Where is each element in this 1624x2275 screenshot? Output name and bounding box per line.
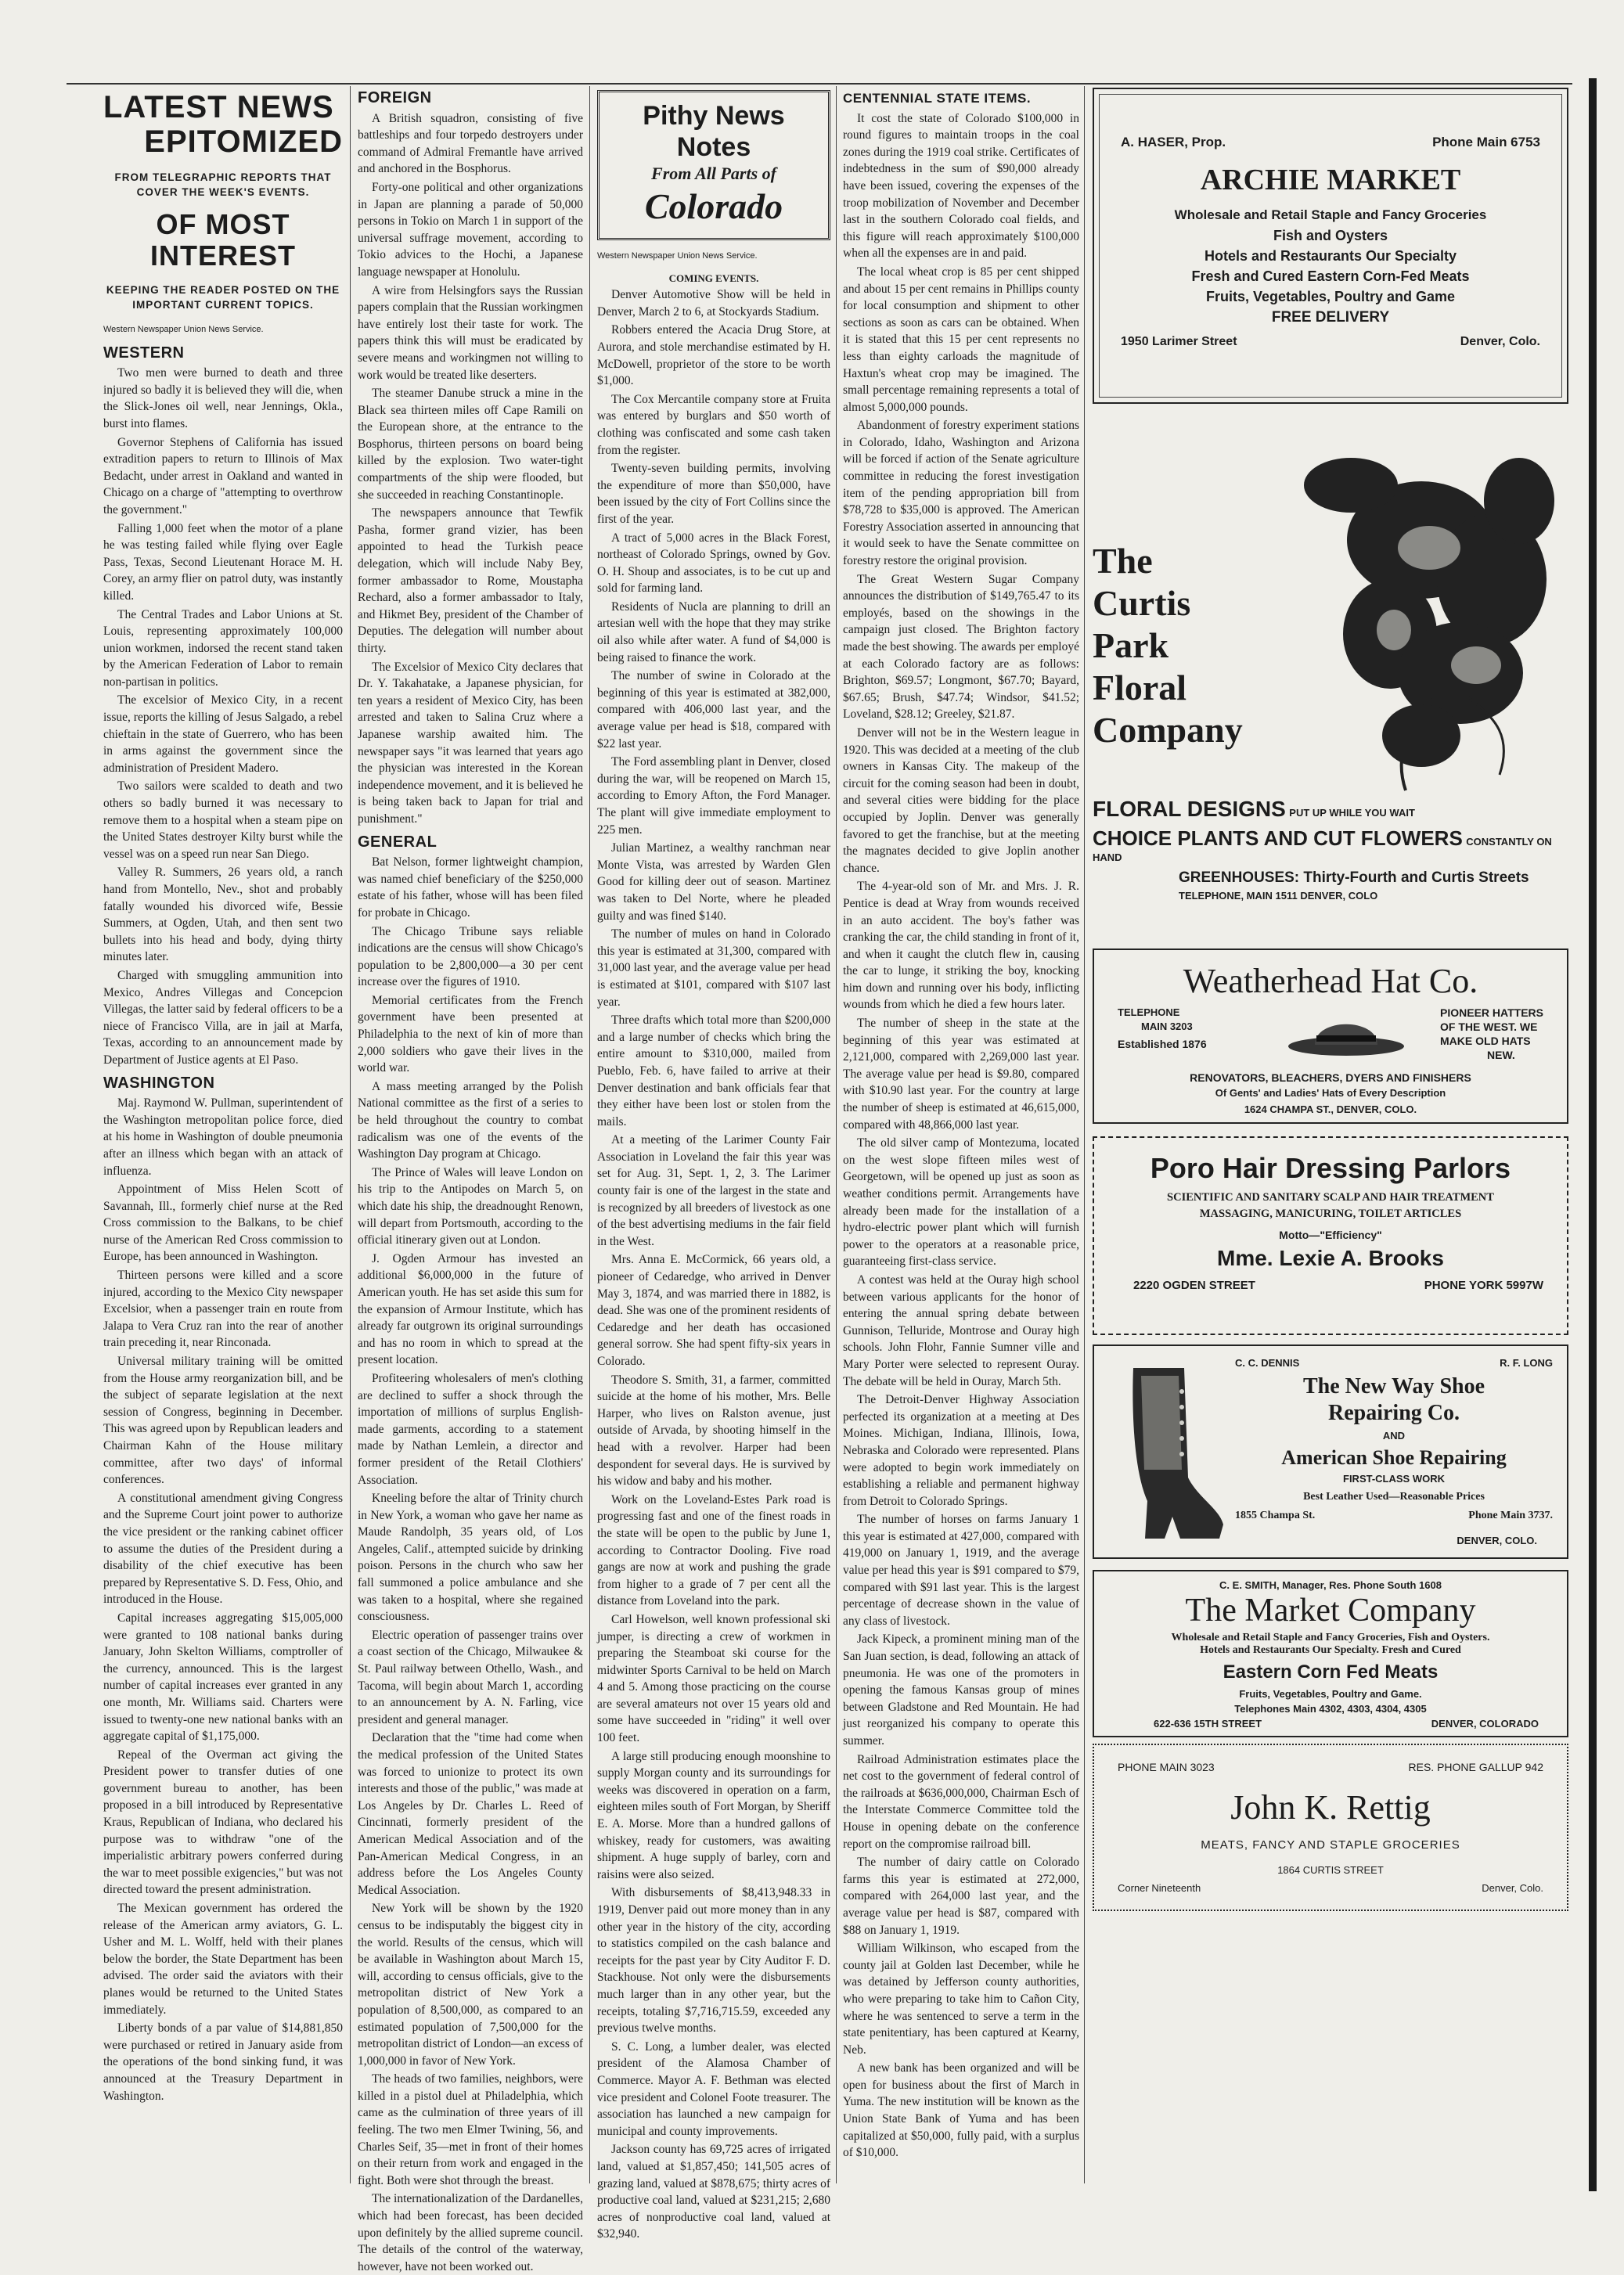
ad-line: FIRST-CLASS WORK xyxy=(1343,1473,1445,1485)
news-item: Maj. Raymond W. Pullman, superintendent of the Washington metropolitan police force, died at his home in Washington of double pneumonia after an illness which began with an attack of influenza. xyxy=(103,1096,343,1178)
news-item: Jackson county has 69,725 acres of irrigated land, valued at $1,857,450; 141,505 acres of grazing land, valued at $878,675; thirty acres of productive coal land, valued at $231,215; 2,680 acres of nonproductive coal land, valued at $32,940. xyxy=(597,2143,830,2241)
news-item: Denver will not be in the Western league in 1920. This was decided at a meeting of the club owners in Kansas City. The makeup of the circuit for the coming season had been in doubt, and several cities were bidding for the place occupied by Joplin. Denver was generally favored to get the franchise, but at the meeting the magnates decided to give Joplin another chance. xyxy=(843,725,1079,875)
news-item: Repeal of the Overman act giving the President power to transfer duties of one government bureau to another, has been proposed in a bill introduced by Representative Kraus, Republican of Indiana, who declared his purpose was to withdraw "one of the imperialistic arbitrary powers conferred during the war to meet possible exigencies," but was not directed toward the present administration. xyxy=(103,1748,343,1897)
page-edge-shadow xyxy=(1589,78,1597,2191)
general-items xyxy=(358,854,583,2275)
ad-manager: C. E. SMITH, Manager, Res. Phone South 1608 xyxy=(1219,1579,1442,1591)
news-item: Forty-one political and other organizations in Japan are planning a parade of 50,000 persons in Tokio on March 1 in support of the universal suffrage movement, according to Tokio advices to the Hochi, a Japanese language newspaper at Honolulu. xyxy=(358,180,583,279)
ad-address: 622-636 15TH STREET xyxy=(1154,1718,1262,1730)
ad-title: The Market Company xyxy=(1185,1593,1476,1629)
news-item: Universal military training will be omitted from the House army reorganization bill, and be the subject of separate legislation at the next session of Congress, beginning in December. This was agreed upon by Republican leaders and Chairman Kahn of the House military committee, after two days' of informal conferences. xyxy=(103,1355,343,1487)
news-item: With disbursements of $8,413,948.33 in 1919, Denver paid out more money than in any other year in the history of the city, according to statistics compiled on the cash balance and receipts for the past year by City Auditor F. D. Stackhouse. Not only were the disbursements much larger than in any other year, but the receipts, totaling $7,716,715.59, exceeded any previous twelve months. xyxy=(597,1886,830,2036)
choice-plants: CHOICE PLANTS AND CUT FLOWERS xyxy=(1093,826,1463,850)
news-item: The steamer Danube struck a mine in the Black sea thirteen miles off Cape Ramili on the European shore, at the entrance to the Bosphorus, thirteen persons on board being killed by the explosion. Two water-tight compartments of the ship were flooded, but she succeeded in reaching Constantinople. xyxy=(358,387,583,502)
dateline: Western Newspaper Union News Service. xyxy=(103,325,264,334)
headline-most-interest: OF MOST INTEREST xyxy=(149,208,296,272)
news-item: Falling 1,000 feet when the motor of a plane he was testing failed while flying over Eagle Pass, Texas, Second Lieutenant Horace M. H. Corey, an army flier on patrol duty, was instantly killed. xyxy=(103,521,343,603)
ad-footer-row xyxy=(1118,1882,1543,1894)
western-items xyxy=(103,365,343,1068)
headline-epitomized: EPITOMIZED xyxy=(144,124,343,159)
news-item: The old silver camp of Montezuma, located on the west slope fifteen miles west of Georgetown, will be opened up just as soon as weather conditions permit. Arrangements have already been made for the installation of a hydro-electric power plant which will furnish power to the operators at a reasonable price, guaranteeing first-class service. xyxy=(843,1136,1079,1269)
news-item: The number of swine in Colorado at the beginning of this year is estimated at 382,000, compared with 406,000 last year, and the average value per head is $18, compared with $22 last year. xyxy=(597,669,830,751)
ad-title: ARCHIE MARKET xyxy=(1200,164,1461,196)
ad-delivery: FREE DELIVERY xyxy=(1271,309,1390,326)
column-rule xyxy=(589,86,590,2183)
ad-city: DENVER, COLORADO xyxy=(1431,1718,1539,1730)
ad-curtis-park-floral xyxy=(1093,430,1565,931)
hat-illustration xyxy=(1284,1006,1409,1060)
dateline: Western Newspaper Union News Service. xyxy=(597,251,758,261)
ad-line: Fruits, Vegetables, Poultry and Game. xyxy=(1239,1688,1422,1700)
washington-items xyxy=(103,1095,343,2104)
hat-row xyxy=(1110,1006,1551,1068)
top-rule xyxy=(67,83,1572,85)
news-item: The excelsior of Mexico City, in a recent issue, reports the killing of Jesus Salgado, a rebel chieftain in the state of Guerrero, who has been in arms against the government since the administration of President Madero. xyxy=(103,693,343,775)
ad-content xyxy=(1118,1761,1543,1894)
ad-address: 1950 Larimer Street xyxy=(1121,335,1237,348)
choice-plants-row xyxy=(1093,826,1565,865)
ad-phone: PHONE MAIN 3023 xyxy=(1118,1761,1215,1773)
coming-events-heading: COMING EVENTS. xyxy=(668,272,759,284)
colorado-items xyxy=(597,322,830,2243)
ad-res-phone: RES. PHONE GALLUP 942 xyxy=(1408,1761,1543,1773)
news-item: The number of horses on farms January 1 this year is estimated at 427,000, compared with 419,000 on January 1, 1919, and the average value per head this year is $91 compared to $79, compared with $91 last year. This is the largest percentage of decrease shown in the value of any class of livestock. xyxy=(843,1513,1079,1628)
news-item: Profiteering wholesalers of men's clothing are declined to suffer a shock through the importation of millions of surplus English-made garments, according to a statement made by Nathan Lemlein, a director and former president of the Retail Clothiers' Association. xyxy=(358,1371,583,1487)
ad-address: 1855 Champa St. xyxy=(1235,1510,1316,1521)
news-item: The Mexican government has ordered the release of the American army aviators, G. L. Usher and M. L. Wolff, held with their planes below the border, the State Department has been advised. The order said the aviators with their planes would be returned to the United States immediately. xyxy=(103,1902,343,2017)
ad-content xyxy=(1121,135,1540,349)
ad-header-row xyxy=(1118,1761,1543,1773)
ad-line: Hotels and Restaurants Our Specialty xyxy=(1204,248,1457,264)
news-item: The Prince of Wales will leave London on his trip to the Antipodes on March 5, on which date his ship, the dreadnought Renown, will depart from Portsmouth, according to the official itinerary given out at London. xyxy=(358,1165,583,1247)
ad-line: Hotels and Restaurants Our Specialty. Fresh and Cured xyxy=(1200,1644,1461,1656)
pithy-news-box xyxy=(597,90,830,240)
ad-new-way-shoe xyxy=(1093,1344,1568,1559)
ad-footer-row xyxy=(1107,1718,1554,1730)
coming-events-text: Denver Automotive Show will be held in Denver, March 2 to 6, at Stockyards Stadium. xyxy=(597,288,830,319)
put-up-while-you-wait: PUT UP WHILE YOU WAIT xyxy=(1289,807,1415,819)
ad-owner: R. F. LONG xyxy=(1500,1357,1553,1369)
news-item: The local wheat crop is 85 per cent shipped and about 15 per cent remains in Phillips county for local consumption and shipment to other sections as soon as cars can be obtained. When it is stated that this 15 per cent represents no less than eighty carloads the magnitude of Haxtun's wheat crop may be imagined. The small percentage remaining represents a total of almost 5,000,000 pounds. xyxy=(843,265,1079,414)
column-latest-news xyxy=(103,90,343,2180)
news-item: Robbers entered the Acacia Drug Store, at Aurora, and stole merchandise estimated by H. McDowell, proprietor of the store to be worth $1,000. xyxy=(597,323,830,388)
floral-designs: FLORAL DESIGNS xyxy=(1093,797,1286,821)
ad-line: Of Gents' and Ladies' Hats of Every Description xyxy=(1215,1087,1446,1099)
news-item: The internationalization of the Dardanelles, which had been forecast, has been decided upon definitely by the allied supreme council. The details of the control of the waterway, however, have not been worked out. xyxy=(358,2192,583,2273)
ad-address: 2220 OGDEN STREET xyxy=(1133,1279,1255,1292)
ad-line: SCIENTIFIC AND SANITARY SCALP AND HAIR TREATMENT xyxy=(1167,1191,1494,1204)
news-item: Kneeling before the altar of Trinity church in New York, a woman who gave her name as Maude Randolph, 35 years old, of Los Angeles, Calif., attempted suicide by drinking poison. Persons in the church who saw her fall summoned a police ambulance and she was taken to a hospital, where she regained consciousness. xyxy=(358,1492,583,1624)
ad-archie-market xyxy=(1093,88,1568,404)
boot-illustration xyxy=(1110,1360,1227,1548)
news-item: The newspapers announce that Tewfik Pasha, former grand vizier, has been appointed to head the Turkish peace delegation, which will include Naby Bey, former ambassador to Rome, Moustapha Rechard, also a former ambassador to Italy, and Hikmet Bey, president of the Chamber of Deputies. The delegation will number about thirty. xyxy=(358,506,583,655)
news-item: The Central Trades and Labor Unions at St. Louis, representing approximately 100,000 union workmen, indorsed the recent stand taken by the American Federation of Labor to remain non-partisan in politics. xyxy=(103,607,343,689)
ad-phone: MAIN 3203 xyxy=(1141,1021,1193,1032)
news-item: S. C. Long, a lumber dealer, was elected president of the Alamosa Chamber of Commerce. Mayor A. F. Bethman was elected vice president and Colonel Foote treasurer. The association has launched a new campaign for municipal and county improvements. xyxy=(597,2039,830,2138)
ad-title: Weatherhead Hat Co. xyxy=(1183,962,1478,1000)
news-item: Charged with smuggling ammunition into Mexico, Andres Villegas and Concepcion Villegas, the latter said by federal officers to be a niece of Francisco Villa, are in jail at Marfa, Texas, according to an announcement made by Department of Justice agents at El Paso. xyxy=(103,968,343,1067)
hat-left-text xyxy=(1118,1006,1207,1051)
floral-details xyxy=(1093,797,1565,902)
ad-market-company xyxy=(1093,1570,1568,1737)
news-item: Twenty-seven building permits, involving the expenditure of more than $50,000, have been issued by the city of Fort Collins since the first of the year. xyxy=(597,462,830,526)
news-item: Mrs. Anna E. McCormick, 66 years old, a pioneer of Cedaredge, who arrived in Denver May 3, 1874, and was married there in 1882, is dead. She was one of the prominent residents of Cedaredge and her death has occasioned general sorrow. She had spent fifty-six years in Colorado. xyxy=(597,1253,830,1368)
ad-line: Fish and Oysters xyxy=(1273,228,1388,243)
ad-line: OF THE WEST. WE xyxy=(1440,1021,1538,1033)
ad-city: Denver, Colo. xyxy=(1482,1882,1543,1894)
subheadline-telegraphic: FROM TELEGRAPHIC REPORTS THAT COVER THE WEEK'S EVENTS. xyxy=(114,171,332,198)
ad-owner: Mme. Lexie A. Brooks xyxy=(1217,1246,1444,1270)
floral-city: DENVER, COLO xyxy=(1300,890,1378,902)
ad-title: The New Way Shoe xyxy=(1302,1374,1485,1398)
column-rule xyxy=(1084,86,1085,2183)
news-item: The Chicago Tribune says reliable indications are the census will show Chicago's population to be 2,800,000—a 30 per cent increase over the figures of 1910. xyxy=(358,924,583,989)
news-item: Thirteen persons were killed and a score injured, according to the Mexico City newspaper Excelsior, when a passenger train en route from Jalapa to Vera Cruz ran into the rear of another train preceding it, near Rinconada. xyxy=(103,1269,343,1350)
column-rule xyxy=(350,86,351,2183)
section-heading-general: GENERAL xyxy=(358,833,438,851)
ad-content xyxy=(1110,1152,1551,1292)
section-heading-washington: WASHINGTON xyxy=(103,1074,215,1092)
ad-footer-row xyxy=(1110,1279,1551,1292)
floral-company-name xyxy=(1093,540,1243,751)
news-item: The number of mules on hand in Colorado this year is estimated at 31,300, compared with 31,000 last year, and the average value per head is estimated at $101, compared with $107 last year. xyxy=(597,927,830,1009)
ad-john-rettig xyxy=(1093,1744,1568,1911)
ad-line: Best Leather Used—Reasonable Prices xyxy=(1303,1491,1485,1503)
news-item: J. Ogden Armour has invested an additional $6,000,000 in the future of American youth. He has set aside this sum for the expansion of Armour Institute, which has already far outgrown its original surroundings and has no room in which to spread at the present location. xyxy=(358,1251,583,1367)
news-item: The Great Western Sugar Company announces the distribution of $149,765.47 to its employés, based on the showings in the campaign just closed. The Brighton factory made the best showing. The awards per employé at each Colorado factory are as follows: Brighton, $69.57; Longmont, $67.70; Bayard, $67.65; Brush, $47.74; Windsor, $41.52; Loveland, $28.12; Greeley, $21.87. xyxy=(843,572,1079,722)
ad-title: Poro Hair Dressing Parlors xyxy=(1150,1152,1511,1184)
greenhouses: GREENHOUSES: Thirty-Fourth and Curtis Streets xyxy=(1179,869,1529,886)
hat-right-text xyxy=(1440,1006,1543,1062)
ad-footer-row xyxy=(1121,335,1540,349)
ad-header-row xyxy=(1121,135,1540,150)
telephone-row xyxy=(1093,890,1565,902)
ad-line: MASSAGING, MANICURING, TOILET ARTICLES xyxy=(1199,1208,1462,1220)
news-item: Abandonment of forestry experiment stations in Colorado, Idaho, Washington and Arizona will be forced if action of the Senate agriculture committee in reducing the forest investigation item of the pending appropriation bill from $78,728 to $35,000 is approved. The American Forestry Association asserted in announcing that it would seek to have the Senate committee on forestry restore the original provision. xyxy=(843,419,1079,568)
ad-line: Fruits, Vegetables, Poultry and Game xyxy=(1205,289,1456,304)
headline-latest-news: LATEST NEWS xyxy=(103,90,334,124)
ad-owner: C. C. DENNIS xyxy=(1235,1357,1300,1369)
ad-city: Denver, Colo. xyxy=(1460,335,1540,348)
news-item: Two sailors were scalded to death and two others so badly burned it was necessary to remove them to a hospital when a steam pipe on the United States destroyer Kilty burst while the vessel was on a speed run near San Diego. xyxy=(103,779,343,861)
news-item: Bat Nelson, former lightweight champion, was named chief beneficiary of the $250,000 estate of his father, whose will has been filed for probate in Chicago. xyxy=(358,855,583,920)
ad-phone: PHONE YORK 5997W xyxy=(1424,1279,1543,1292)
ad-line: RENOVATORS, BLEACHERS, DYERS AND FINISHERS xyxy=(1190,1071,1471,1084)
news-item: Railroad Administration estimates place the net cost to the government of federal control of the railroads at $636,000,000, Chairman Esch of the Interstate Commerce Committee told the House in opening debate on the conference report on the compromise railroad bill. xyxy=(843,1752,1079,1851)
news-item: Capital increases aggregating $15,005,000 were granted to 108 national banks during January, John Skelton Williams, comptroller of the currency, announced. This is the largest number of capital increases ever granted in any one month, Mr. Williams said. Charters were issued to twenty-one new national banks with an aggregate capital of $1,175,000. xyxy=(103,1611,343,1744)
ad-city: DENVER, COLO. xyxy=(1457,1535,1537,1546)
ad-header-row xyxy=(1235,1357,1553,1369)
ad-motto: Motto—"Efficiency" xyxy=(1279,1229,1382,1241)
ad-content xyxy=(1110,961,1551,1115)
news-item: Jack Kipeck, a prominent mining man of the San Juan section, is dead, following an attack of pneumonia. He was one of the promoters in opening the famous Kansas group of mines between Gladstone and Red Mountain. He had just reorganized his company to operate this summer. xyxy=(843,1632,1079,1748)
ad-line: NEW. xyxy=(1487,1049,1515,1061)
ad-phone: Phone Main 6753 xyxy=(1432,135,1540,149)
news-item: Electric operation of passenger trains over a coast section of the Chicago, Milwaukee & St. Paul railway between Othello, Wash., and Tacoma, will begin about March 1, according to an announcement by A. N. Farling, vice president and general manager. xyxy=(358,1628,583,1726)
foreign-items xyxy=(358,110,583,828)
news-item: The number of dairy cattle on Colorado farms this year is estimated at 272,000, compared with 264,000 last year, and the average value per head is $87, compared with $88 on January 1, 1919. xyxy=(843,1856,1079,1937)
ad-phones: Telephones Main 4302, 4303, 4304, 4305 xyxy=(1234,1703,1427,1715)
news-item: A constitutional amendment giving Congress and the Supreme Court joint power to authorize the vice president or the ranking cabinet officer to assume the duties of the President during a disability of the chief executive has been prepared by Representative S. D. Fess, Ohio, and introduced in the House. xyxy=(103,1491,343,1607)
name-word: Company xyxy=(1093,710,1243,750)
news-item: Two men were burned to death and three injured so badly it is believed they will die, when the Slick-Jones oil well, near Jennings, Okla., burst into flames. xyxy=(103,366,343,430)
news-item: A wire from Helsingfors says the Russian papers complain that the Russian workingmen have entirely lost their taste for work. The papers think this will must be eradicated by severe means and workingmen not willing to work would be treated like deserters. xyxy=(358,283,583,382)
pithy-colorado: Colorado xyxy=(644,186,783,226)
ad-telephone-label: TELEPHONE xyxy=(1118,1006,1180,1018)
name-word: Park xyxy=(1093,625,1169,665)
floral-designs-row xyxy=(1093,797,1565,822)
news-item: A new bank has been organized and will be open for business about the first of March in Yuma. The new institution will be known as the Union State Bank of Yuma and has been capitalized at $50,000, fully paid, with a surplus of $10,000. xyxy=(843,2061,1079,2160)
news-item: The Detroit-Denver Highway Association perfected its organization at a meeting at Des Moines. Michigan, Indiana, Illinois, Iowa, Nebraska and Colorado were represented. Plans were adopted to begin work immediately on establishing a reliable and permanent highway from Detroit to Colorado Springs. xyxy=(843,1393,1079,1508)
pithy-title: Pithy News Notes xyxy=(643,101,785,162)
news-item: New York will be shown by the 1920 census to be indisputably the biggest city in the world. Results of the census, which will be available in Washington about March 15, will, according to census officials, give to the metropolitan district of New York a population of 8,500,000, as compared to an estimated population of 7,500,000 for the metropolitan district of London—an excess of 1,000,000 in favor of New York. xyxy=(358,1902,583,2068)
ad-meats: Eastern Corn Fed Meats xyxy=(1223,1661,1439,1683)
ad-and: AND xyxy=(1382,1430,1406,1442)
ad-title: Repairing Co. xyxy=(1328,1401,1460,1425)
column-foreign-general xyxy=(358,89,583,2273)
ad-line: Wholesale and Retail Staple and Fancy Groceries, Fish and Oysters. xyxy=(1171,1632,1490,1643)
section-heading-western: WESTERN xyxy=(103,344,185,362)
ad-address: 1624 CHAMPA ST., DENVER, COLO. xyxy=(1244,1103,1417,1115)
news-item: A contest was held at the Ouray high school between various applicants for the honor of entering the annual spring debate between Gunnison, Telluride, Montrose and Ouray high schools. John Flohr, Fannie Sumner ville and Mary Porter were selected to represent Ouray. The debate will be held in Ouray, March 5th. xyxy=(843,1272,1079,1388)
news-item: A British squadron, consisting of five battleships and four torpedo destroyers under command of Admiral Fremantle have arrived and anchored in the Bosphorus. xyxy=(358,111,583,176)
pithy-subtitle: From All Parts of xyxy=(651,164,776,183)
ad-line: PIONEER HATTERS xyxy=(1440,1006,1543,1019)
news-item: Three drafts which total more than $200,000 and a large number of checks which bring the entire amount to $310,000, mailed from Pueblo, Feb. 6, have failed to arrive at their Denver destination and bank officials fear that they either have been lost or stolen from the mails. xyxy=(597,1013,830,1129)
ad-phone: Phone Main 3737. xyxy=(1468,1510,1553,1521)
ad-line: MEATS, FANCY AND STAPLE GROCERIES xyxy=(1201,1838,1460,1852)
name-word: Floral xyxy=(1093,668,1187,707)
ad-weatherhead-hat xyxy=(1093,949,1568,1124)
news-item: Declaration that the "time had come when the medical profession of the United States was forced to unionize to protect its own interests and those of the public," was made at Los Angeles by Dr. Charles L. Reed of Cincinnati, formerly president of the American Medical Association and of the Pan-American Medical Congress, in an address before the Los Angeles County Medical Association. xyxy=(358,1731,583,1897)
news-item: A tract of 5,000 acres in the Black Forest, northeast of Colorado Springs, owned by Gov. O. H. Shoup and associates, is to be cut up and sold for farming land. xyxy=(597,531,830,596)
news-item: The Cox Mercantile company store at Fruita was entered by burglars and $50 worth of clothing was confiscated and some cash taken from the register. xyxy=(597,392,830,457)
name-word: Curtis xyxy=(1093,583,1191,623)
news-item: Julian Martinez, a wealthy ranchman near Monte Vista, was arrested by Warden Glen Good for killing deer out of season. Martinez was taken to Del Norte, where he pleaded guilty and was fined $140. xyxy=(597,841,830,923)
ad-title: John K. Rettig xyxy=(1230,1788,1431,1827)
ad-title: American Shoe Repairing xyxy=(1281,1446,1507,1469)
news-item: Liberty bonds of a par value of $14,881,850 were purchased or retired in January aside from the operations of the bond sinking fund, it was announced at the Treasury Department in Washington. xyxy=(103,2021,343,2103)
news-item: The number of sheep in the state at the beginning of this year was estimated at 2,121,000, compared with 2,269,000 last year. The average value per head is $9.80, compared with $10.90 last year. For the country at large the number of sheep is estimated at 46,615,000, compared with 48,866,000 last year. xyxy=(843,1017,1079,1132)
news-item: Valley R. Summers, 26 years old, a ranch hand from Montello, Nev., shot and probably fatally wounded his divorced wife, Bessie Summers, at Ogden, Utah, and then sent two bullets into his head and body, dying thirty minutes later. xyxy=(103,866,343,964)
news-item: Residents of Nucla are planning to drill an artesian well with the hope that they may strike oil also while after water. A fund of $4,000 is being raised to finance the work. xyxy=(597,599,830,664)
news-item: The heads of two families, neighbors, were killed in a pistol duel at Philadelphia, which came as the culmination of three years of ill feeling. The two men Elmer Twining, 56, and Charles Seif, 35—met in front of their homes on their return from work and engaged in the fight. Both were shot through the breast. xyxy=(358,2072,583,2187)
news-item: William Wilkinson, who escaped from the county jail at Golden last December, while he was detained by Jefferson county authorities, who were preparing to take him to Cañon City, where he was sentenced to serve a term in the state penitentiary, has been captured at Kearny, Neb. xyxy=(843,1942,1079,2057)
ad-address: 1864 CURTIS STREET xyxy=(1277,1864,1384,1876)
column-centennial-items xyxy=(843,90,1079,2180)
column-rule xyxy=(836,86,837,2183)
news-item: The 4-year-old son of Mr. and Mrs. J. R. Pentice is dead at Wray from wounds received in an auto accident. The boy's father was cranking the car, the child standing in front of it, and when it caught the clutch flew in, causing the car to lunge, it striking the boy, knocking him down and running over his body, inflicting wounds from which he died a few hours later. xyxy=(843,880,1079,1012)
news-item: Theodore S. Smith, 31, a farmer, committed suicide at the home of his mother, Mrs. Belle Harper, who lives on Ralston avenue, just outside of Arvada, by shooting himself in the head with a revolver. Harper had been despondent for several days. He is survived by his widow and baby and his mother. xyxy=(597,1373,830,1488)
ad-established: Established 1876 xyxy=(1118,1038,1207,1050)
ad-content xyxy=(1107,1579,1554,1730)
ad-line: Wholesale and Retail Staple and Fancy Groceries xyxy=(1174,207,1487,222)
ad-corner: Corner Nineteenth xyxy=(1118,1882,1201,1894)
news-item: At a meeting of the Larimer County Fair Association in Loveland the fair this year was set for Aug. 31, Sept. 1, 2, 3. The Larimer county fair is one of the largest in the state and is recognized by all breeders of livestock as one of the best advertising mediums in the fair field in the West. xyxy=(597,1133,830,1248)
constantly-on-hand: CONSTANTLY ON HAND xyxy=(1093,836,1552,863)
column-colorado-notes xyxy=(597,90,830,2241)
ad-line: MAKE OLD HATS xyxy=(1440,1035,1531,1047)
floral-telephone: TELEPHONE, MAIN 1511 xyxy=(1179,890,1298,902)
section-heading-foreign: FOREIGN xyxy=(358,89,432,106)
news-item: Governor Stephens of California has issued extradition papers to return to Illinois of Max Bedacht, under arrest in Oakland and wanted in Chicago on a charge of "attempting to overthrow the government." xyxy=(103,435,343,517)
section-heading-centennial: CENTENNIAL STATE ITEMS. xyxy=(843,91,1032,106)
news-item: Memorial certificates from the French government have been presented at Philadelphia to the next of kin of more than 2,000 soldiers who gave their lives in the world war. xyxy=(358,993,583,1075)
ad-proprietor: A. HASER, Prop. xyxy=(1121,135,1226,149)
subheadline-keeping-posted: KEEPING THE READER POSTED ON THE IMPORTANT CURRENT TOPICS. xyxy=(106,284,340,311)
news-item: It cost the state of Colorado $100,000 in round figures to maintain troops in the coal zones during the 1919 coal strike. Certificates of indebtedness in the sum of $90,000 already have been issued, covering the expenses of the troop mobilization of November and December last in the southern Colorado coal fields, and this figure will reach approximately $100,000 when all the expenses are in and paid. xyxy=(843,111,1079,261)
name-word: The xyxy=(1093,541,1153,581)
news-item: A large still producing enough moonshine to supply Morgan county and its surroundings for weeks was discovered in operation on a farm, eighteen miles south of Fort Morgan, by Sheriff E. A. Morse. More than a hundred gallons of whiskey, ready for customers, was awaiting shipment. A huge supply of barley, corn and raisins were also seized. xyxy=(597,1749,830,1881)
ad-content xyxy=(1235,1357,1553,1546)
ad-footer-row xyxy=(1235,1510,1553,1522)
news-item: A mass meeting arranged by the Polish National committee as the first of a series to be held throughout the country to combat radicalism was one of the events of the Washington Day program at Chicago. xyxy=(358,1079,583,1161)
ad-line: Fresh and Cured Eastern Corn-Fed Meats xyxy=(1191,268,1470,284)
news-item: Appointment of Miss Helen Scott of Savannah, Ill., formerly chief nurse at the Red Cross commission to the Balkans, to be chief nurse of the American Red Cross commission to Europe, has been announced in Washington. xyxy=(103,1182,343,1264)
centennial-items xyxy=(843,110,1079,2162)
news-item: The Excelsior of Mexico City declares that Dr. Y. Takahatake, a Japanese physician, for ten years a resident of Mexico City, has been arrested and taken to Salina Cruz where a Japanese warship awaited him. The newspaper says "it was learned that years ago the physician was interested in the Korean independence movement, and it is believed he is being taken back to Japan for trial and punishment." xyxy=(358,660,583,826)
news-item: Work on the Loveland-Estes Park road is progressing fast and one of the finest roads in the state will be open to the public by June 1, according to Contractor Dooling. Five road gangs are now at work and pushing the grade from higher to a grade of 7 per cent all the distance from Loveland into the park. xyxy=(597,1492,830,1608)
news-item: The Ford assembling plant in Denver, closed during the war, will be reopened on March 15, according to Emory Afton, the Ford Manager. The plant will give immediate employment to 225 men. xyxy=(597,755,830,837)
ad-poro-hair xyxy=(1093,1136,1568,1335)
news-item: Carl Howelson, well known professional ski jumper, is directing a crew of workmen in preparing the Steamboat ski course for the midwinter Sports Carnival to be held on March 4 and 5. Among those practicing on the course are several amateurs not over 15 years old and some have succeeded in "riding" it well over 100 feet. xyxy=(597,1612,830,1745)
